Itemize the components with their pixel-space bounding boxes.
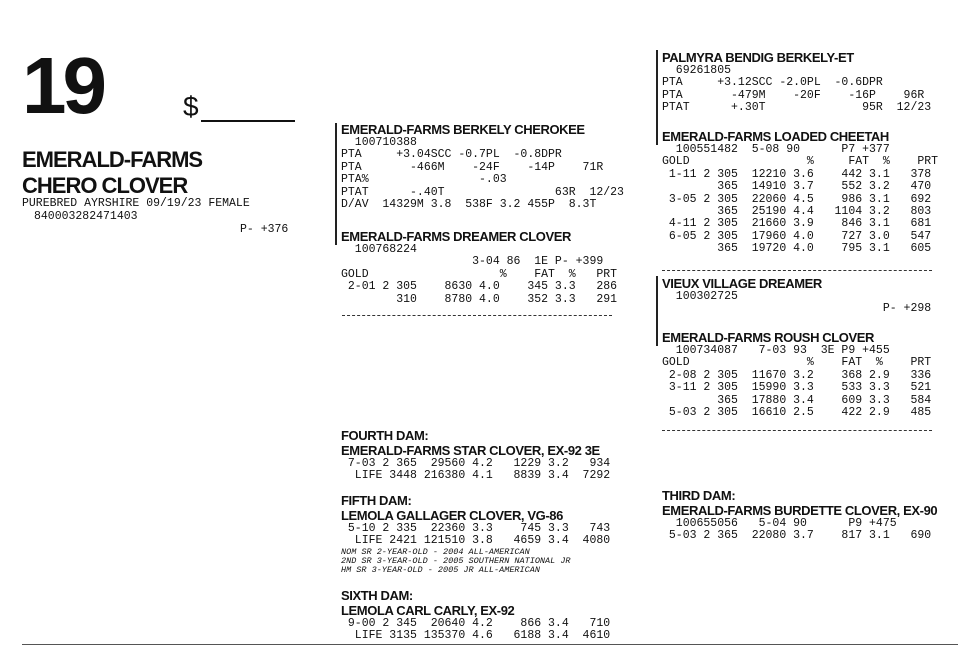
- sire-of-sire-block: [662, 50, 931, 115]
- animal-name-line2: CHERO CLOVER: [22, 173, 188, 198]
- fifth-dam-line-2: LIFE 2421 121510 3.8 4659 3.4 4080: [341, 534, 611, 548]
- lot-number: 19: [22, 41, 103, 130]
- fifth-dam-award-3: HM SR 3-YEAR-OLD - 2005 JR ALL-AMERICAN: [341, 564, 540, 575]
- fourth-dam-line-1: 7-03 2 365 29560 4.2 1229 3.2 934: [341, 457, 611, 470]
- third-dam-label: THIRD DAM:: [662, 488, 736, 503]
- fifth-dam-award-2: 2ND SR 3-YEAR-OLD - 2005 SOUTHERN NATIONAL JR: [341, 555, 571, 566]
- animal-p-value: P- +376: [240, 223, 289, 236]
- price-label: $: [183, 91, 199, 122]
- sire-name: EMERALD-FARMS BERKELY CHEROKEE: [341, 122, 585, 137]
- third-dam-line-1: 100655056 5-04 90 P9 +475: [662, 517, 897, 530]
- sire-block: [341, 122, 624, 211]
- fourth-dam-label: FOURTH DAM:: [341, 428, 429, 443]
- price-blank-line: [201, 96, 295, 122]
- sixth-dam-line-2: LIFE 3135 135370 4.6 6188 3.4 4610: [341, 629, 611, 643]
- granddam-line-3: 2-08 2 305 11670 3.2 368 2.9 336: [662, 368, 932, 382]
- sire-of-dam-line-4: 365 14910 3.7 552 3.2 470: [662, 180, 932, 194]
- dam-side-bracket: [656, 276, 658, 346]
- dam-line-3: GOLD % FAT % PRT: [341, 267, 618, 281]
- sire-of-dam-line-5: 3-05 2 305 22060 4.5 986 3.1 692: [662, 192, 932, 206]
- sire-bracket: [335, 123, 337, 245]
- granddam-line-1: 100734087 7-03 93 3E P9 +455: [662, 344, 890, 357]
- granddam-line-6: 5-03 2 305 16610 2.5 422 2.9 485: [662, 406, 932, 420]
- sire-of-dam-block: [662, 129, 938, 256]
- price-field[interactable]: [183, 92, 295, 122]
- sire-of-dam-line-6: 365 25190 4.4 1104 3.2 803: [662, 205, 932, 219]
- animal-reg-number: 840003282471403: [34, 210, 138, 223]
- sire-of-sire-line-1: 69261805: [662, 64, 732, 77]
- dam-line-2: 3-04 86 1E P- +399: [341, 255, 604, 269]
- fourth-dam-block: [341, 428, 610, 483]
- fifth-dam-line-1: 5-10 2 335 22360 3.3 745 3.3 743: [341, 522, 611, 535]
- sire-of-dam-line-3: 1-11 2 305 12210 3.6 442 3.1 378: [662, 167, 932, 181]
- granddam-line-2: GOLD % FAT % PRT: [662, 356, 932, 370]
- sixth-dam-label: SIXTH DAM:: [341, 588, 413, 603]
- sixth-dam-block: [341, 588, 610, 643]
- granddam-divider: [662, 430, 932, 432]
- sire-of-dam-name: EMERALD-FARMS LOADED CHEETAH: [662, 129, 889, 144]
- dam-line-5: 310 8780 4.0 352 3.3 291: [341, 292, 618, 306]
- third-dam-name: EMERALD-FARMS BURDETTE CLOVER, EX-90: [662, 503, 938, 518]
- sire-of-dam-sire-block: [662, 276, 931, 316]
- sire-of-dam-line-9: 365 19720 4.0 795 3.1 605: [662, 242, 932, 256]
- sire-line-5: PTAT -.40T 63R 12/23: [341, 185, 624, 199]
- granddam-line-4: 3-11 2 305 15990 3.3 533 3.3 521: [662, 381, 932, 395]
- sire-line-2: PTA +3.04SCC -0.7PL -0.8DPR: [341, 148, 562, 162]
- sire-of-sire-line-4: PTAT +.30T 95R 12/23: [662, 101, 932, 115]
- sire-of-dam-line-7: 4-11 2 305 21660 3.9 846 3.1 681: [662, 217, 932, 231]
- sire-of-dam-sire-name: VIEUX VILLAGE DREAMER: [662, 276, 822, 291]
- third-dam-line-2: 5-03 2 365 22080 3.7 817 3.1 690: [662, 529, 932, 543]
- page-bottom-rule: [22, 644, 958, 645]
- dam-name: EMERALD-FARMS DREAMER CLOVER: [341, 229, 572, 244]
- sire-of-sire-bracket: [656, 50, 658, 145]
- granddam-name: EMERALD-FARMS ROUSH CLOVER: [662, 330, 875, 345]
- sire-line-6: D/AV 14329M 3.8 538F 3.2 455P 8.3T: [341, 198, 597, 212]
- dam-line-4: 2-01 2 305 8630 4.0 345 3.3 286: [341, 280, 618, 294]
- sire-of-dam-line-2: GOLD % FAT % PRT: [662, 155, 939, 169]
- sire-of-sire-line-2: PTA +3.12SCC -2.0PL -0.6DPR: [662, 76, 883, 90]
- fourth-dam-name: EMERALD-FARMS STAR CLOVER, EX-92 3E: [341, 443, 600, 458]
- sire-of-dam-sire-line-1: 100302725: [662, 290, 738, 303]
- sire-of-dam-line-8: 6-05 2 305 17960 4.0 727 3.0 547: [662, 229, 932, 243]
- sire-of-dam-sire-line-2: P- +298: [662, 302, 932, 316]
- fifth-dam-label: FIFTH DAM:: [341, 493, 412, 508]
- granddam-block: [662, 330, 931, 419]
- animal-description: PUREBRED AYRSHIRE 09/19/23 FEMALE: [22, 197, 250, 210]
- sire-of-sire-line-3: PTA -479M -20F -16P 96R: [662, 88, 925, 102]
- fifth-dam-name: LEMOLA GALLAGER CLOVER, VG-86: [341, 508, 563, 523]
- third-dam-block: [662, 488, 937, 543]
- sixth-dam-name: LEMOLA CARL CARLY, EX-92: [341, 603, 515, 618]
- sire-of-sire-name: PALMYRA BENDIG BERKELY-ET: [662, 50, 854, 65]
- sire-of-dam-divider: [662, 270, 932, 272]
- sire-line-1: 100710388: [341, 136, 417, 149]
- fifth-dam-award-1: NOM SR 2-YEAR-OLD - 2004 ALL-AMERICAN: [341, 546, 530, 557]
- fifth-dam-block: [341, 493, 610, 575]
- fourth-dam-line-2: LIFE 3448 216380 4.1 8839 3.4 7292: [341, 469, 611, 483]
- granddam-line-5: 365 17880 3.4 609 3.3 584: [662, 393, 932, 407]
- sire-line-4: PTA% -.03: [341, 173, 507, 187]
- sire-of-dam-line-1: 100551482 5-08 90 P7 +377: [662, 143, 890, 156]
- sire-line-3: PTA -466M -24F -14P 71R: [341, 160, 604, 174]
- dam-block: [341, 229, 617, 306]
- dam-divider: [342, 315, 612, 317]
- animal-name-line1: EMERALD-FARMS: [22, 147, 203, 172]
- sixth-dam-line-1: 9-00 2 345 20640 4.2 866 3.4 710: [341, 617, 611, 630]
- dam-line-1: 100768224: [341, 243, 417, 256]
